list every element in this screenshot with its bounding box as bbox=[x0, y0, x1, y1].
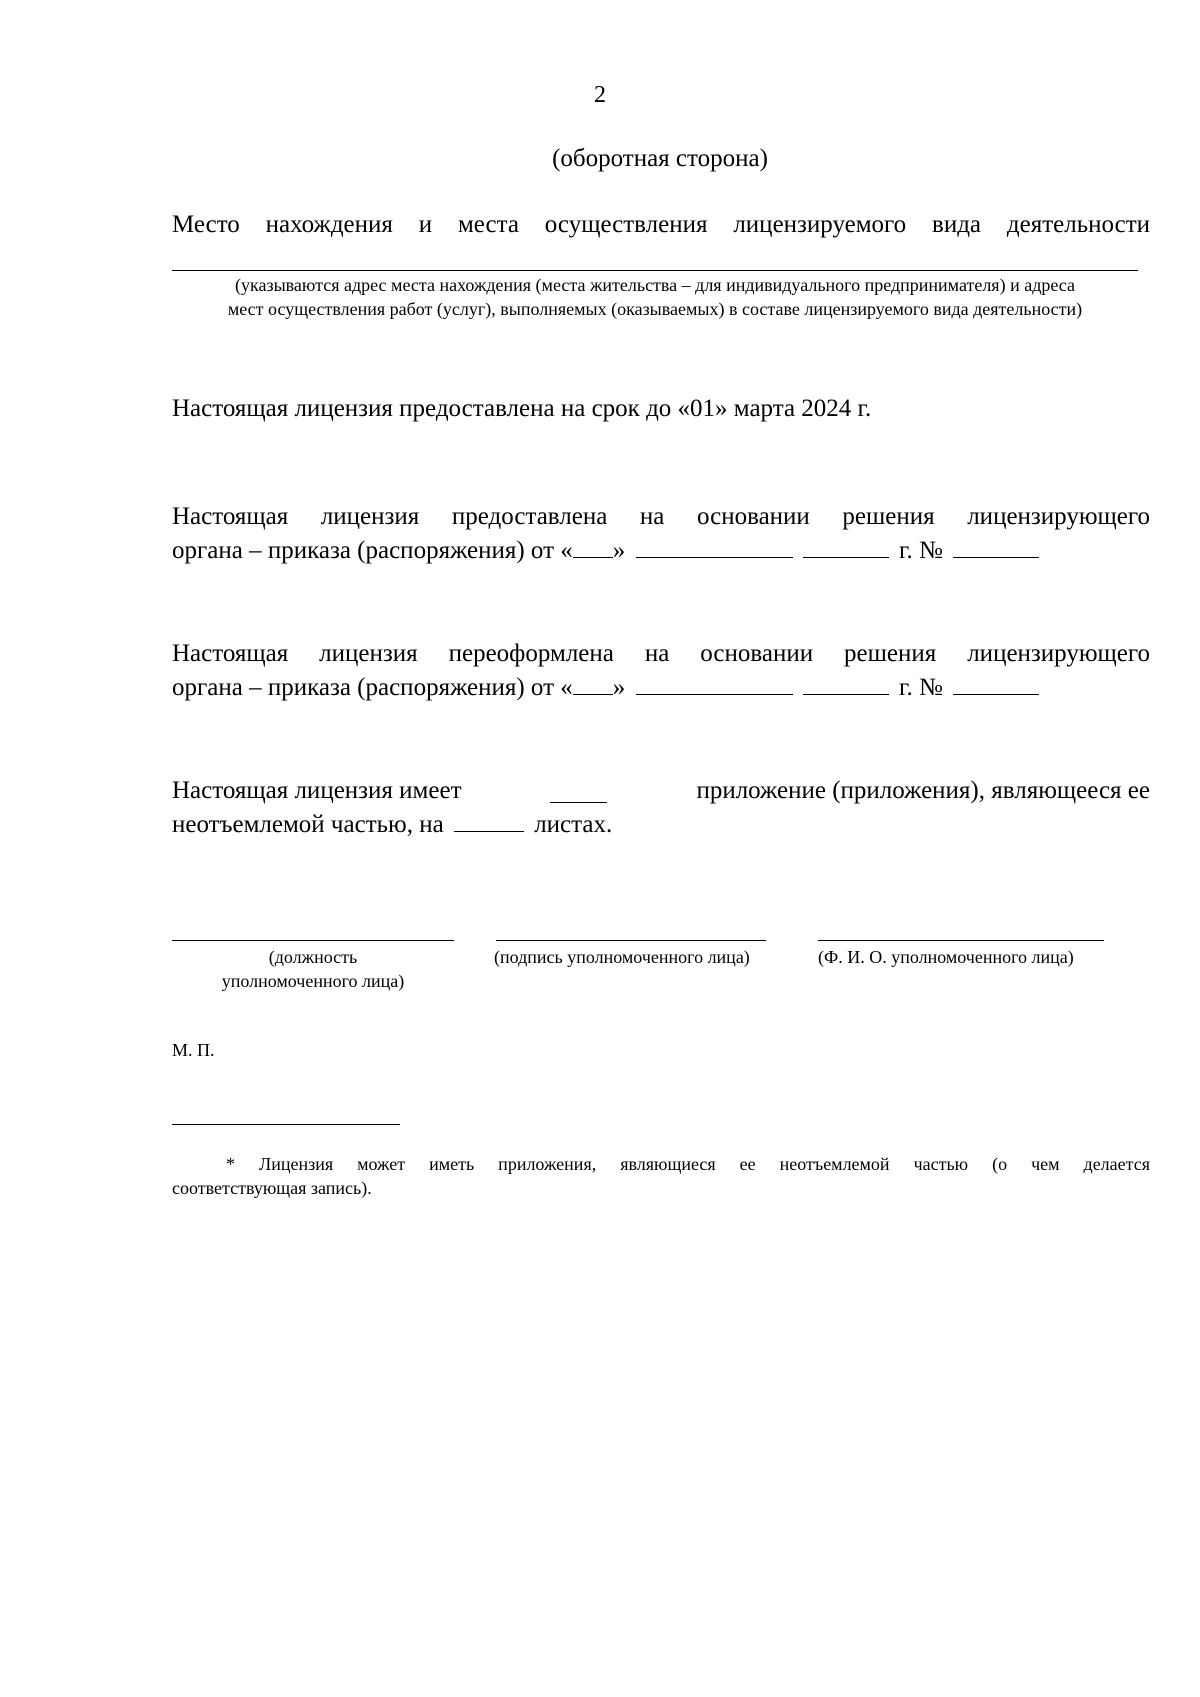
granted-quote-close: » bbox=[612, 537, 626, 564]
page-number: 2 bbox=[594, 82, 606, 108]
footnote-line-2: соответствующая запись). bbox=[172, 1178, 372, 1198]
location-fill-line bbox=[172, 270, 1138, 271]
appendix-line-2-part-1: неотъемлемой частью, на bbox=[172, 811, 444, 838]
granted-line-2 bbox=[172, 534, 1150, 568]
stamp-label: М. П. bbox=[172, 1040, 215, 1060]
granted-year-blank bbox=[803, 535, 889, 558]
side-label: (оборотная сторона) bbox=[552, 145, 768, 172]
reissued-year-number-label: г. № bbox=[899, 674, 943, 701]
appendix-line-1-part-2: приложение (приложения), являющееся ее bbox=[696, 777, 1150, 804]
footnote bbox=[172, 1152, 1150, 1200]
granted-line-2-prefix: органа – приказа (распоряжения) от « bbox=[172, 537, 573, 564]
appendix-line-2 bbox=[172, 808, 1150, 842]
reissued-line-2 bbox=[172, 671, 1150, 705]
reissued-quote-close: » bbox=[612, 674, 626, 701]
granted-year-number-label: г. № bbox=[899, 537, 943, 564]
location-heading: Место нахождения и места осуществления лицензируемого вида деятельности bbox=[172, 211, 1150, 238]
location-caption bbox=[172, 273, 1138, 321]
footnote-line-1: * Лицензия может иметь приложения, являющиеся ее неотъемлемой частью (о чем делается bbox=[226, 1154, 1150, 1174]
appendix-count-blank bbox=[550, 780, 607, 803]
granted-number-blank bbox=[953, 535, 1039, 558]
term-statement: Настоящая лицензия предоставлена на срок до «01» марта 2024 г. bbox=[172, 395, 872, 422]
position-caption bbox=[172, 945, 454, 993]
signature-line bbox=[496, 940, 766, 941]
reissued-basis bbox=[172, 637, 1150, 705]
reissued-number-blank bbox=[953, 672, 1039, 695]
position-caption-line-2: уполномоченного лица) bbox=[221, 971, 405, 991]
granted-day-blank bbox=[573, 535, 613, 558]
appendix-line-1 bbox=[172, 774, 1150, 808]
reissued-month-blank bbox=[636, 672, 793, 695]
granted-basis bbox=[172, 500, 1150, 568]
location-caption-line-2: мест осуществления работ (услуг), выполняемых (оказываемых) в составе лицензируемого вида деятельности) bbox=[227, 299, 1083, 319]
granted-line-1: Настоящая лицензия предоставлена на основании решения лицензирующего bbox=[172, 503, 1150, 530]
signature-caption: (подпись уполномоченного лица) bbox=[494, 947, 750, 967]
name-line bbox=[818, 940, 1104, 941]
appendix-statement bbox=[172, 774, 1150, 842]
position-caption-line-1: (должность bbox=[268, 947, 358, 967]
name-caption: (Ф. И. О. уполномоченного лица) bbox=[818, 947, 1074, 967]
appendix-sheets-blank bbox=[454, 809, 524, 832]
reissued-line-2-prefix: органа – приказа (распоряжения) от « bbox=[172, 674, 573, 701]
appendix-line-1-part-1: Настоящая лицензия имеет bbox=[172, 777, 462, 804]
granted-month-blank bbox=[636, 535, 793, 558]
reissued-line-1: Настоящая лицензия переоформлена на основании решения лицензирующего bbox=[172, 640, 1150, 667]
reissued-year-blank bbox=[803, 672, 889, 695]
appendix-line-2-part-2: листах. bbox=[534, 811, 613, 838]
reissued-day-blank bbox=[573, 672, 613, 695]
location-caption-line-1: (указываются адрес места нахождения (места жительства – для индивидуального предпринимателя) и адреса bbox=[235, 275, 1075, 295]
footnote-separator bbox=[172, 1124, 400, 1125]
position-line bbox=[172, 940, 454, 941]
